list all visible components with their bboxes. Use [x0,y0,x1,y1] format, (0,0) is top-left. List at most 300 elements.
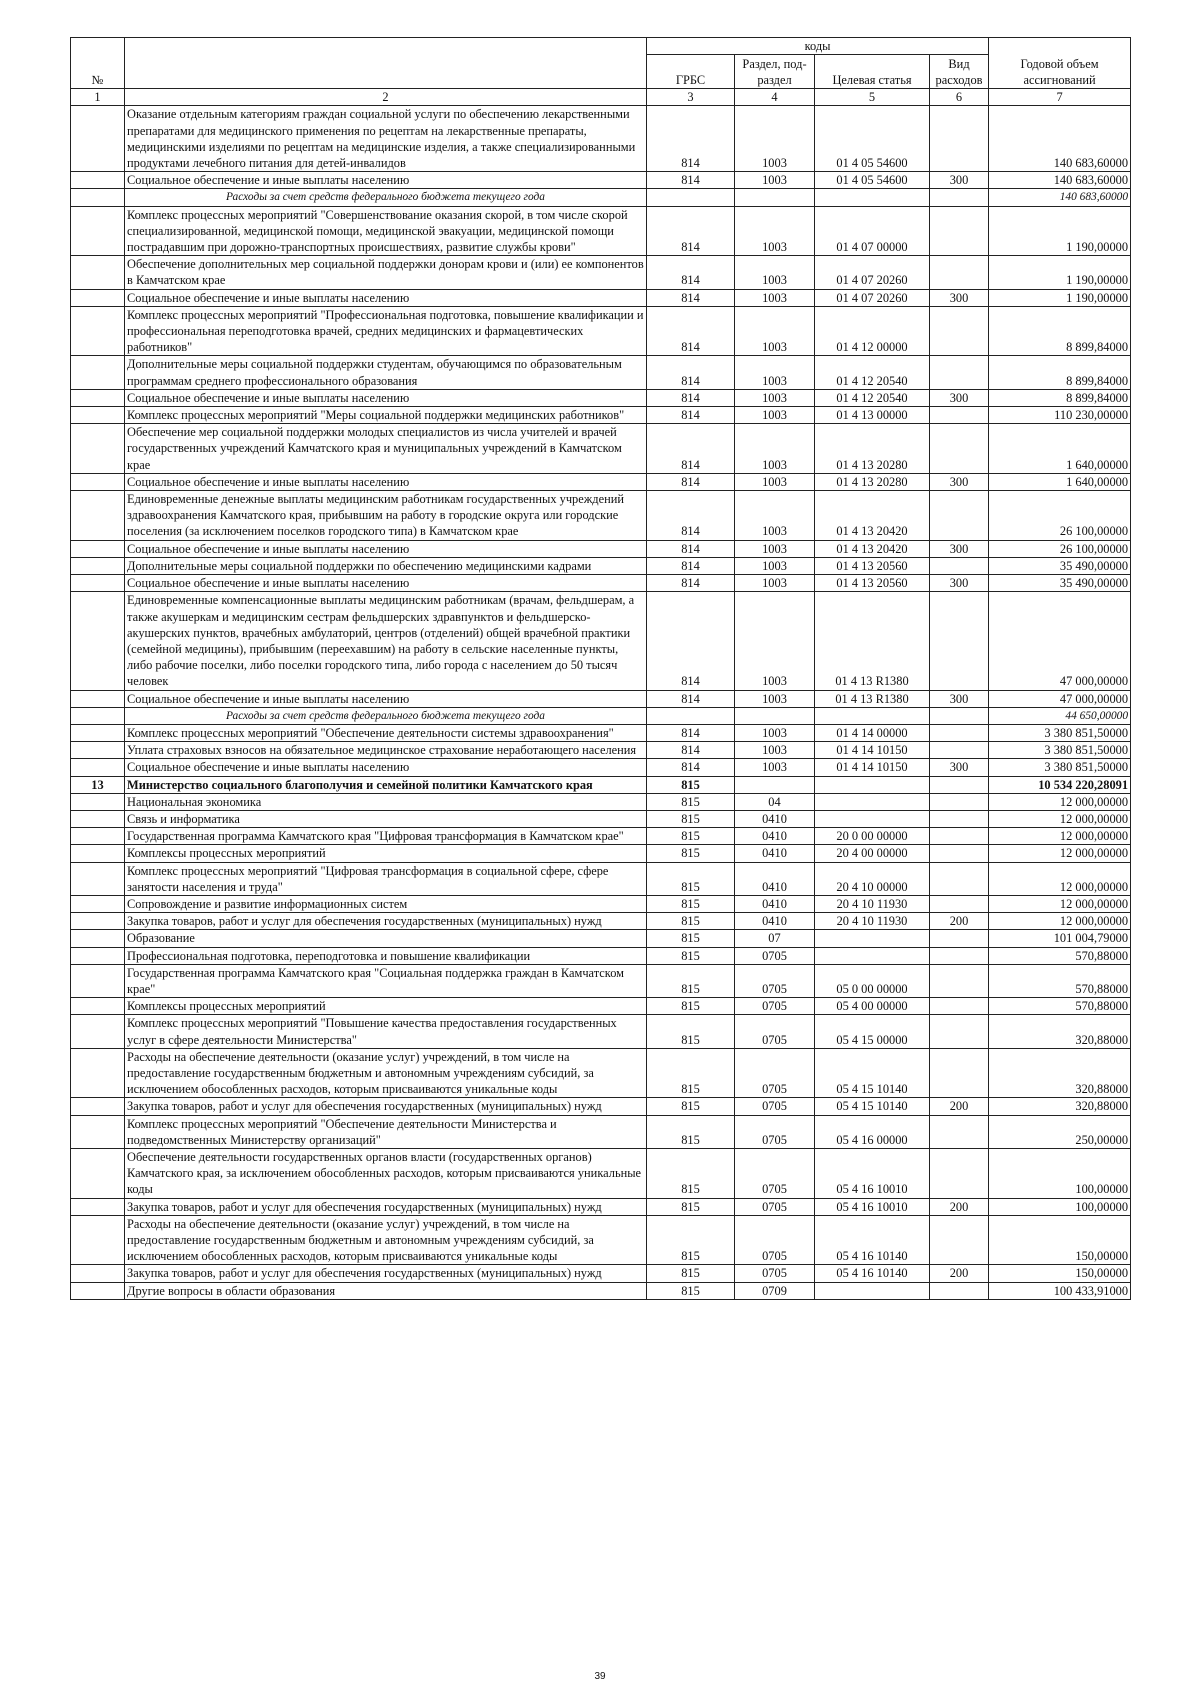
row-number-cell [71,289,125,306]
row-name: Обеспечение мер социальной поддержки молодых специалистов из числа учителей и врачей государственных учреждений Камчатского края и муниципальных учреждений в Камчатском крае [125,424,647,474]
row-amount: 150,00000 [989,1215,1131,1265]
row-name: Социальное обеспечение и иные выплаты населению [125,690,647,707]
row-target: 05 0 00 00000 [815,964,930,997]
row-amount: 3 380 851,50000 [989,759,1131,776]
row-expense-type [930,998,989,1015]
row-name: Социальное обеспечение и иные выплаты населению [125,172,647,189]
row-number-cell [71,540,125,557]
row-amount: 1 190,00000 [989,256,1131,289]
row-grbs: 814 [647,742,735,759]
row-section: 1003 [735,724,815,741]
row-expense-type [930,306,989,356]
row-expense-type [930,947,989,964]
row-name: Дополнительные меры социальной поддержки студентам, обучающимся по образовательным программам среднего профессионального образования [125,356,647,389]
row-target: 20 4 10 00000 [815,862,930,895]
row-grbs: 814 [647,356,735,389]
row-amount: 570,88000 [989,998,1131,1015]
row-grbs: 814 [647,759,735,776]
row-target: 01 4 13 20280 [815,424,930,474]
row-grbs: 815 [647,913,735,930]
row-name: Образование [125,930,647,947]
row-name: Государственная программа Камчатского края "Цифровая трансформация в Камчатском крае" [125,828,647,845]
row-target [815,707,930,724]
row-grbs: 814 [647,540,735,557]
row-target [815,776,930,793]
row-amount: 1 190,00000 [989,289,1131,306]
table-row [71,407,1131,424]
row-number-cell [71,407,125,424]
table-row [71,690,1131,707]
row-expense-type [930,724,989,741]
row-amount: 1 190,00000 [989,206,1131,256]
row-number-cell [71,998,125,1015]
row-number-cell [71,724,125,741]
header-section: Раздел, под-раздел [735,55,815,89]
row-amount: 26 100,00000 [989,491,1131,541]
table-row [71,742,1131,759]
row-target: 01 4 05 54600 [815,172,930,189]
row-section: 1003 [735,592,815,690]
row-expense-type: 200 [930,1265,989,1282]
row-target [815,947,930,964]
row-amount: 8 899,84000 [989,306,1131,356]
table-row [71,947,1131,964]
row-section [735,189,815,206]
table-row [71,172,1131,189]
row-number-cell [71,1149,125,1199]
row-name: Обеспечение деятельности государственных органов власти (государственных органов) Камчатского края, за исключением обособленных расходов, которым присваиваются уникальные коды [125,1149,647,1199]
row-number-cell [71,759,125,776]
row-target: 05 4 15 00000 [815,1015,930,1048]
row-number-cell [71,742,125,759]
table-row [71,256,1131,289]
row-name: Комплекс процессных мероприятий "Совершенствование оказания скорой, в том числе скорой специализированной, медицинской помощи, медицинской эвакуации, медицинской помощи пострадавшим при дорожно-транспортных происшествиях, развитие службы крови" [125,206,647,256]
table-row [71,828,1131,845]
table-row [71,1015,1131,1048]
row-expense-type [930,810,989,827]
row-name: Расходы за счет средств федерального бюджета текущего года [125,189,647,206]
row-section: 07 [735,930,815,947]
row-number-cell [71,862,125,895]
budget-table [70,37,1131,1300]
row-section: 1003 [735,389,815,406]
row-number-cell [71,1015,125,1048]
row-number: 13 [71,776,125,793]
row-target: 01 4 14 00000 [815,724,930,741]
table-row [71,913,1131,930]
row-name: Дополнительные меры социальной поддержки по обеспечению медицинскими кадрами [125,557,647,574]
row-grbs: 814 [647,724,735,741]
row-section [735,707,815,724]
row-grbs: 814 [647,306,735,356]
row-number-cell [71,172,125,189]
row-grbs: 814 [647,106,735,172]
row-name: Комплексы процессных мероприятий [125,845,647,862]
row-name: Комплекс процессных мероприятий "Повышение качества предоставления государственных услуг в сфере деятельности Министерства" [125,1015,647,1048]
table-row [71,306,1131,356]
row-number-cell [71,895,125,912]
column-number: 6 [930,89,989,106]
row-amount: 35 490,00000 [989,557,1131,574]
row-name: Закупка товаров, работ и услуг для обеспечения государственных (муниципальных) нужд [125,913,647,930]
row-section: 0705 [735,1149,815,1199]
column-number: 7 [989,89,1131,106]
row-grbs: 814 [647,473,735,490]
row-grbs: 815 [647,947,735,964]
row-expense-type [930,557,989,574]
row-expense-type [930,106,989,172]
header-codes: коды [647,38,989,55]
row-target: 01 4 07 20260 [815,289,930,306]
row-section: 0410 [735,845,815,862]
row-grbs: 814 [647,256,735,289]
row-name: Комплекс процессных мероприятий "Обеспечение деятельности системы здравоохранения" [125,724,647,741]
row-name: Национальная экономика [125,793,647,810]
row-target: 20 4 00 00000 [815,845,930,862]
row-section: 0705 [735,1265,815,1282]
row-grbs: 814 [647,389,735,406]
row-expense-type [930,491,989,541]
page-number: 39 [594,1671,606,1682]
row-section: 0705 [735,1048,815,1098]
row-name: Социальное обеспечение и иные выплаты населению [125,759,647,776]
row-expense-type [930,776,989,793]
row-name: Уплата страховых взносов на обязательное медицинское страхование неработающего населения [125,742,647,759]
row-expense-type [930,424,989,474]
row-target [815,1282,930,1299]
row-amount: 12 000,00000 [989,913,1131,930]
column-number: 4 [735,89,815,106]
row-target: 01 4 13 20280 [815,473,930,490]
row-number-cell [71,1282,125,1299]
row-name: Единовременные компенсационные выплаты медицинским работникам (врачам, фельдшерам, а также акушеркам и медицинским сестрам фельдшерских здравпунктов и фельдшерско-акушерских пунктов, врачебных амбулаторий, центров (отделений) общей врачебной практики (семейной медицины), прибывшим (переехавшим) на работу в сельские населенные пункты, либо рабочие поселки, либо поселки городского типа, либо города с населением до 50 тысяч человек [125,592,647,690]
row-section: 1003 [735,491,815,541]
table-row [71,491,1131,541]
row-name: Социальное обеспечение и иные выплаты населению [125,389,647,406]
row-expense-type [930,964,989,997]
column-number: 2 [125,89,647,106]
row-expense-type [930,845,989,862]
row-grbs: 815 [647,930,735,947]
row-name: Комплекс процессных мероприятий "Профессиональная подготовка, повышение квалификации и профессиональная переподготовка врачей, средних медицинских и фармацевтических работников" [125,306,647,356]
row-target: 20 4 10 11930 [815,913,930,930]
row-section: 0410 [735,810,815,827]
row-amount: 10 534 220,28091 [989,776,1131,793]
row-section: 1003 [735,106,815,172]
row-grbs: 815 [647,964,735,997]
row-grbs: 815 [647,845,735,862]
row-expense-type [930,256,989,289]
row-name: Социальное обеспечение и иные выплаты населению [125,540,647,557]
row-section: 1003 [735,473,815,490]
table-row [71,592,1131,690]
row-name: Профессиональная подготовка, переподготовка и повышение квалификации [125,947,647,964]
row-name: Комплексы процессных мероприятий [125,998,647,1015]
row-grbs: 814 [647,172,735,189]
row-section: 0410 [735,828,815,845]
row-amount: 100,00000 [989,1198,1131,1215]
row-grbs: 815 [647,776,735,793]
column-number: 3 [647,89,735,106]
row-amount: 101 004,79000 [989,930,1131,947]
table-row [71,810,1131,827]
row-number-cell [71,356,125,389]
header-annual-volume: Годовой объем ассигнований [989,38,1131,89]
row-expense-type: 200 [930,913,989,930]
row-name: Комплекс процессных мероприятий "Цифровая трансформация в социальной сфере, сфере занятости населения и труда" [125,862,647,895]
row-target: 01 4 13 20420 [815,491,930,541]
row-number-cell [71,592,125,690]
row-name: Оказание отдельным категориям граждан социальной услуги по обеспечению лекарственными препаратами для медицинского применения по рецептам на лекарственные препараты, медицинскими изделиями по рецептам на медицинские изделия, а также специализированными продуктами лечебного питания для детей-инвалидов [125,106,647,172]
row-number-cell [71,1265,125,1282]
row-number-cell [71,913,125,930]
row-grbs: 815 [647,810,735,827]
row-amount: 140 683,60000 [989,106,1131,172]
table-row [71,1215,1131,1265]
row-target: 01 4 13 R1380 [815,592,930,690]
row-number-cell [71,189,125,206]
row-target [815,810,930,827]
table-row [71,1048,1131,1098]
header-name [125,38,647,89]
row-target: 01 4 14 10150 [815,742,930,759]
row-target: 01 4 12 00000 [815,306,930,356]
row-section: 0705 [735,1115,815,1148]
row-expense-type [930,189,989,206]
table-row [71,724,1131,741]
row-section: 1003 [735,424,815,474]
row-grbs: 815 [647,1265,735,1282]
row-target: 20 0 00 00000 [815,828,930,845]
row-name: Социальное обеспечение и иные выплаты населению [125,575,647,592]
row-expense-type [930,407,989,424]
row-expense-type [930,707,989,724]
row-amount: 250,00000 [989,1115,1131,1148]
row-section: 0705 [735,1198,815,1215]
row-target: 05 4 16 10140 [815,1265,930,1282]
row-number-cell [71,845,125,862]
row-section: 0410 [735,862,815,895]
row-name: Расходы на обеспечение деятельности (оказание услуг) учреждений, в том числе на предоставление государственным бюджетным и автономным учреждениям субсидий, за исключением обособленных расходов, которым присваиваются уникальные коды [125,1048,647,1098]
row-amount: 320,88000 [989,1048,1131,1098]
row-grbs: 815 [647,793,735,810]
row-grbs: 814 [647,289,735,306]
row-expense-type: 300 [930,389,989,406]
row-expense-type: 300 [930,759,989,776]
table-row [71,1098,1131,1115]
row-target: 01 4 13 20420 [815,540,930,557]
row-target: 01 4 13 00000 [815,407,930,424]
row-grbs: 815 [647,998,735,1015]
row-number-cell [71,106,125,172]
table-row [71,540,1131,557]
row-grbs: 814 [647,592,735,690]
row-amount: 44 650,00000 [989,707,1131,724]
row-name: Комплекс процессных мероприятий "Обеспечение деятельности Министерства и подведомственных Министерству организаций" [125,1115,647,1148]
table-row [71,1265,1131,1282]
row-expense-type: 300 [930,690,989,707]
row-amount: 1 640,00000 [989,473,1131,490]
row-number-cell [71,1198,125,1215]
row-target: 20 4 10 11930 [815,895,930,912]
row-amount: 8 899,84000 [989,389,1131,406]
row-target: 05 4 16 10010 [815,1198,930,1215]
row-grbs: 815 [647,828,735,845]
row-name: Сопровождение и развитие информационных систем [125,895,647,912]
row-amount: 8 899,84000 [989,356,1131,389]
row-grbs: 814 [647,575,735,592]
row-section: 1003 [735,356,815,389]
row-section: 04 [735,793,815,810]
row-section: 1003 [735,690,815,707]
row-grbs: 814 [647,407,735,424]
row-amount: 1 640,00000 [989,424,1131,474]
column-number: 1 [71,89,125,106]
row-amount: 110 230,00000 [989,407,1131,424]
table-row [71,1198,1131,1215]
row-amount: 12 000,00000 [989,862,1131,895]
row-grbs: 815 [647,1215,735,1265]
row-number-cell [71,491,125,541]
table-body [71,106,1131,1299]
row-section: 0410 [735,895,815,912]
row-section: 1003 [735,289,815,306]
row-number-cell [71,793,125,810]
table-row [71,845,1131,862]
row-name: Социальное обеспечение и иные выплаты населению [125,289,647,306]
table-row [71,776,1131,793]
row-expense-type: 300 [930,575,989,592]
table-row [71,189,1131,206]
row-number-cell [71,1215,125,1265]
row-number-cell [71,256,125,289]
row-expense-type [930,592,989,690]
row-grbs: 815 [647,1048,735,1098]
row-number-cell [71,575,125,592]
table-row [71,557,1131,574]
row-section: 1003 [735,256,815,289]
table-row [71,106,1131,172]
row-name: Комплекс процессных мероприятий "Меры социальной поддержки медицинских работников" [125,407,647,424]
row-section: 0410 [735,913,815,930]
table-row [71,356,1131,389]
table-row [71,998,1131,1015]
row-target [815,189,930,206]
table-row [71,206,1131,256]
row-section: 1003 [735,540,815,557]
row-name: Закупка товаров, работ и услуг для обеспечения государственных (муниципальных) нужд [125,1265,647,1282]
row-amount: 47 000,00000 [989,592,1131,690]
row-grbs: 815 [647,1115,735,1148]
row-number-cell [71,473,125,490]
row-expense-type [930,1149,989,1199]
row-amount: 12 000,00000 [989,793,1131,810]
table-row [71,707,1131,724]
row-number-cell [71,389,125,406]
table-row [71,424,1131,474]
row-expense-type: 200 [930,1098,989,1115]
row-section: 1003 [735,759,815,776]
row-amount: 47 000,00000 [989,690,1131,707]
row-number-cell [71,810,125,827]
row-name: Закупка товаров, работ и услуг для обеспечения государственных (муниципальных) нужд [125,1198,647,1215]
row-target: 01 4 14 10150 [815,759,930,776]
row-number-cell [71,306,125,356]
row-grbs: 815 [647,895,735,912]
row-amount: 35 490,00000 [989,575,1131,592]
row-target: 01 4 07 00000 [815,206,930,256]
row-expense-type [930,1282,989,1299]
row-amount: 140 683,60000 [989,189,1131,206]
row-target [815,930,930,947]
row-section: 0705 [735,947,815,964]
row-name: Связь и информатика [125,810,647,827]
row-target: 01 4 13 R1380 [815,690,930,707]
row-target: 05 4 00 00000 [815,998,930,1015]
row-grbs [647,189,735,206]
row-name: Единовременные денежные выплаты медицинским работникам государственных учреждений здравоохранения Камчатского края, прибывшим на работу в городские округа или городские поселения (за исключением поселков городского типа) в Камчатском крае [125,491,647,541]
row-name: Закупка товаров, работ и услуг для обеспечения государственных (муниципальных) нужд [125,1098,647,1115]
row-name: Министерство социального благополучия и семейной политики Камчатского края [125,776,647,793]
row-number-cell [71,424,125,474]
row-number-cell [71,206,125,256]
row-expense-type [930,356,989,389]
row-expense-type: 300 [930,473,989,490]
row-target: 05 4 16 10010 [815,1149,930,1199]
row-section: 0705 [735,964,815,997]
row-amount: 570,88000 [989,947,1131,964]
row-expense-type [930,206,989,256]
row-grbs: 814 [647,491,735,541]
row-section: 1003 [735,575,815,592]
row-target: 05 4 16 00000 [815,1115,930,1148]
row-grbs [647,707,735,724]
table-row [71,473,1131,490]
row-grbs: 815 [647,1198,735,1215]
row-number-cell [71,690,125,707]
table-row [71,793,1131,810]
row-section: 0705 [735,1098,815,1115]
row-expense-type [930,895,989,912]
row-number-cell [71,557,125,574]
row-name: Расходы за счет средств федерального бюджета текущего года [125,707,647,724]
row-number-cell [71,1115,125,1148]
row-name: Другие вопросы в области образования [125,1282,647,1299]
row-grbs: 814 [647,557,735,574]
row-amount: 26 100,00000 [989,540,1131,557]
row-amount: 12 000,00000 [989,845,1131,862]
header-target-article: Целевая статья [815,55,930,89]
row-expense-type [930,828,989,845]
row-grbs: 814 [647,206,735,256]
row-section: 1003 [735,557,815,574]
row-section: 1003 [735,172,815,189]
row-number-cell [71,964,125,997]
table-row [71,1282,1131,1299]
header-grbs: ГРБС [647,55,735,89]
row-number-cell [71,930,125,947]
row-amount: 100,00000 [989,1149,1131,1199]
row-section: 1003 [735,407,815,424]
row-amount: 570,88000 [989,964,1131,997]
table-row [71,759,1131,776]
table-row [71,289,1131,306]
row-expense-type [930,793,989,810]
row-section: 1003 [735,742,815,759]
row-grbs: 815 [647,1149,735,1199]
row-target: 01 4 12 20540 [815,356,930,389]
row-target: 01 4 13 20560 [815,575,930,592]
